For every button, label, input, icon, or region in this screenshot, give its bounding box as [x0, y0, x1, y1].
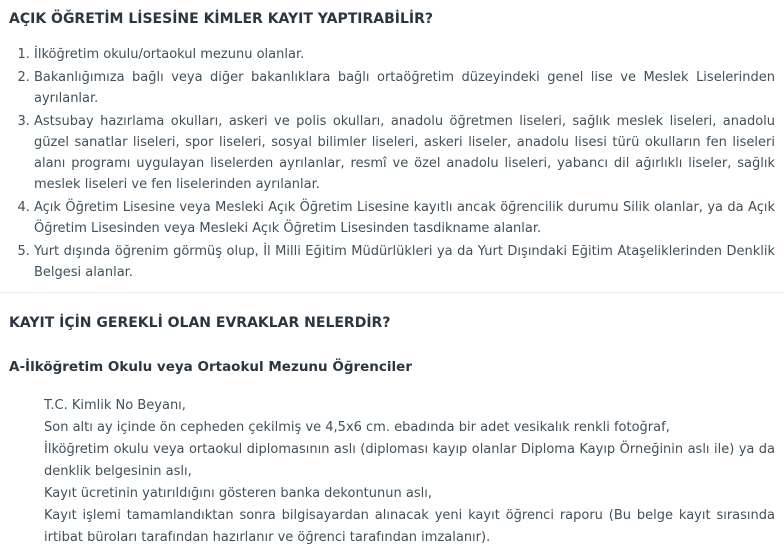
eligibility-item-1: 1. İlköğretim okulu/ortaokul mezunu olanlar. — [34, 44, 775, 65]
eligibility-item-2: 2. Bakanlığımıza bağlı veya diğer bakanlıklara bağlı ortaöğretim düzeyindeki genel lise ve Meslek Liselerinden ayrılanlar. — [34, 67, 775, 109]
document-line-5: Kayıt işlemi tamamlandıktan sonra bilgisayardan alınacak yeni kayıt öğrenci raporu (Bu belge kayıt sırasında irtibat büroları tarafından hazırlanır ve öğrenci tarafından imzalanır). — [44, 508, 775, 545]
document-line-3: İlköğretim okulu veya ortaokul diplomasının aslı (diploması kayıp olanlar Diploma Kayıp Örneğinin aslı ile) ya da denklik belgesinin aslı, — [44, 442, 775, 479]
eligibility-item-3: 3. Astsubay hazırlama okulları, askeri ve polis okulları, anadolu öğretmen liseleri, sağlık meslek liseleri, anadolu güzel sanatlar liseleri, spor liseleri, sosyal bilimler liseleri, askeri liseler, anadolu lisesi türü okulların fen liseleri alanı programı uygulayan liselerden ayrılanlar, resmî ve özel anadolu liseleri, yabancı dil ağırlıklı liseler, sağlık meslek liseleri ve fen liselerinden ayrılanlar. — [34, 111, 775, 195]
document-line-1: T.C. Kimlik No Beyanı, — [44, 398, 186, 413]
documents-section-heading: KAYIT İÇİN GEREKLİ OLAN EVRAKLAR NELERDİR? — [9, 315, 391, 331]
document-line-2: Son altı ay içinde ön cepheden çekilmiş ve 4,5x6 cm. ebadında bir adet vesikalık renkli fotoğraf, — [44, 420, 670, 435]
eligibility-section-heading: AÇIK ÖĞRETİM LİSESİNE KİMLER KAYIT YAPTIRABİLİR? — [9, 11, 433, 27]
documents-subheading: A-İlköğretim Okulu veya Ortaokul Mezunu Öğrenciler — [9, 359, 412, 375]
eligibility-item-4: 4. Açık Öğretim Lisesine veya Mesleki Açık Öğretim Lisesine kayıtlı ancak öğrencilik durumu Silik olanlar, ya da Açık Öğretim Lisesinden veya Mesleki Açık Öğretim Lisesinden tasdikname alanlar. — [34, 197, 775, 239]
section-divider — [0, 292, 784, 293]
eligibility-list — [9, 44, 775, 283]
document-line-4: Kayıt ücretinin yatırıldığını gösteren banka dekontunun aslı, — [44, 486, 432, 501]
documents-list — [44, 395, 775, 549]
eligibility-item-5: 5. Yurt dışında öğrenim görmüş olup, İl Milli Eğitim Müdürlükleri ya da Yurt Dışındaki Eğitim Ataşeliklerinden Denklik Belgesi alanlar. — [34, 241, 775, 283]
